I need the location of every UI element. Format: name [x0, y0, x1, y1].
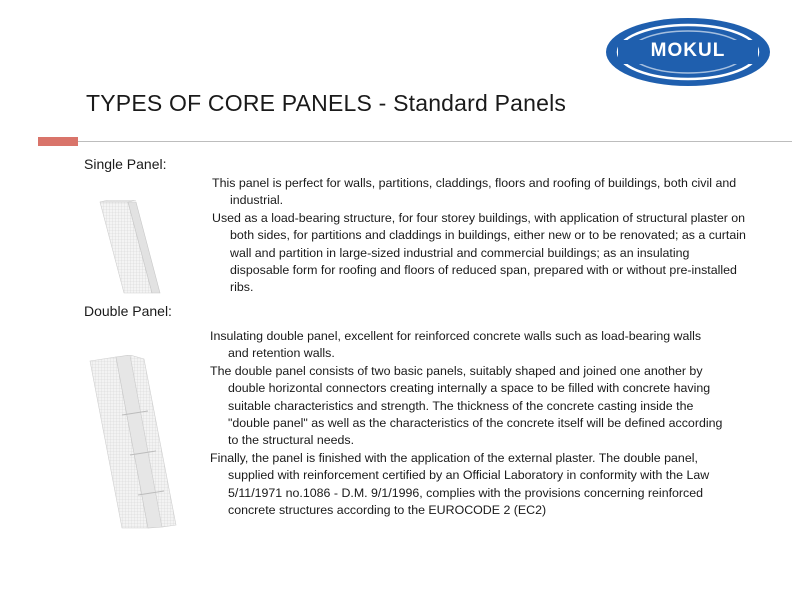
double-panel-label: Double Panel: — [84, 303, 172, 319]
double-panel-description — [210, 328, 724, 519]
title-accent-bar — [38, 137, 78, 146]
double-panel-paragraph-3: Finally, the panel is finished with the application of the external plaster. The double panel, supplied with reinforcement certified by an Official Laboratory in conformity with the Law 5/11/1971 no.1086 - D.M. 9/1/1996, complies with the provisions concerning reinforced concrete structures according to the EUROCODE 2 (EC2) — [210, 450, 710, 518]
title-divider — [38, 141, 792, 142]
single-panel-paragraph-1: This panel is perfect for walls, partitions, claddings, floors and roofing of buildings, both civil and industrial. — [212, 176, 737, 208]
logo-text: MOKUL — [650, 40, 726, 61]
single-panel-description — [212, 175, 748, 297]
single-panel-image — [94, 200, 184, 295]
single-panel-paragraph-2: Used as a load-bearing structure, for four storey buildings, with application of structural plaster on both sides, for partitions and claddings in buildings, either new or to be renovated; as a curtain wall and partition in large-sized industrial and commercial buildings; as an insulating disposable form for roofing and floors of reduced span, prepared with or without pre-installed ribs. — [212, 210, 746, 295]
page-title: TYPES OF CORE PANELS - Standard Panels — [86, 90, 567, 116]
double-panel-paragraph-1: Insulating double panel, excellent for reinforced concrete walls such as load-bearing walls and retention walls. — [210, 329, 702, 361]
double-panel-image — [86, 355, 184, 530]
mokul-logo — [604, 16, 772, 88]
single-panel-label: Single Panel: — [84, 156, 167, 172]
double-panel-paragraph-2: The double panel consists of two basic panels, suitably shaped and joined one another by double horizontal connectors creating internally a space to be filled with concrete having suitable characteristics and strength. The thickness of the concrete casting inside the "double panel" as well as the characteristics of the concrete itself will be defined according to the structural needs. — [210, 363, 723, 448]
